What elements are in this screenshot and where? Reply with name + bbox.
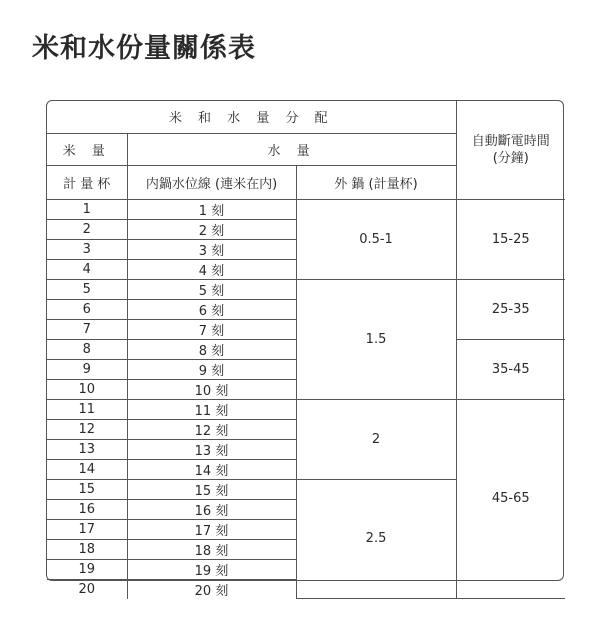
waterline-cell: 18 刻 (127, 539, 296, 559)
waterline-cell: 14 刻 (127, 459, 296, 479)
outer-pot-value: 2.5 (296, 479, 456, 599)
rice-water-table (46, 100, 564, 599)
waterline-cell: 19 刻 (127, 559, 296, 579)
waterline-cell: 3 刻 (127, 239, 296, 259)
waterline-cell: 7 刻 (127, 319, 296, 339)
rice-water-grid (47, 101, 565, 599)
cups-cell: 19 (47, 559, 127, 579)
cups-cell: 16 (47, 499, 127, 519)
page-title: 米和水份量關係表 (32, 33, 256, 64)
outer-pot-value: 0.5-1 (296, 199, 456, 279)
header-allocation: 米 和 水 量 分 配 (47, 101, 456, 133)
cups-cell: 14 (47, 459, 127, 479)
cups-cell: 3 (47, 239, 127, 259)
cups-cell: 8 (47, 339, 127, 359)
waterline-cell: 15 刻 (127, 479, 296, 499)
waterline-cell: 5 刻 (127, 279, 296, 299)
waterline-cell: 8 刻 (127, 339, 296, 359)
time-value: 15-25 (456, 199, 565, 279)
header-water-amount: 水 量 (127, 133, 456, 165)
cups-cell: 10 (47, 379, 127, 399)
waterline-cell: 1 刻 (127, 199, 296, 219)
waterline-cell: 2 刻 (127, 219, 296, 239)
waterline-cell: 13 刻 (127, 439, 296, 459)
cups-cell: 15 (47, 479, 127, 499)
cups-cell: 13 (47, 439, 127, 459)
header-inner-pot-waterline: 内鍋水位線 (連米在内) (127, 165, 296, 199)
header-measuring-cups: 計 量 杯 (47, 165, 127, 199)
time-value: 45-65 (456, 399, 565, 599)
waterline-cell: 10 刻 (127, 379, 296, 399)
cups-cell: 2 (47, 219, 127, 239)
waterline-cell: 20 刻 (127, 579, 296, 599)
time-value: 25-35 (456, 279, 565, 339)
cups-cell: 4 (47, 259, 127, 279)
cups-cell: 5 (47, 279, 127, 299)
header-auto-off-time: 自動斷電時間 (分鐘) (456, 101, 565, 199)
cups-cell: 9 (47, 359, 127, 379)
waterline-cell: 6 刻 (127, 299, 296, 319)
waterline-cell: 16 刻 (127, 499, 296, 519)
cups-cell: 18 (47, 539, 127, 559)
header-rice-amount: 米 量 (47, 133, 127, 165)
cups-cell: 11 (47, 399, 127, 419)
time-value: 35-45 (456, 339, 565, 399)
cups-cell: 12 (47, 419, 127, 439)
waterline-cell: 11 刻 (127, 399, 296, 419)
outer-pot-value: 2 (296, 399, 456, 479)
cups-cell: 1 (47, 199, 127, 219)
waterline-cell: 4 刻 (127, 259, 296, 279)
outer-pot-value: 1.5 (296, 279, 456, 399)
cups-cell: 6 (47, 299, 127, 319)
waterline-cell: 12 刻 (127, 419, 296, 439)
cups-cell: 7 (47, 319, 127, 339)
cups-cell: 17 (47, 519, 127, 539)
waterline-cell: 9 刻 (127, 359, 296, 379)
header-outer-pot: 外 鍋 (計量杯) (296, 165, 456, 199)
waterline-cell: 17 刻 (127, 519, 296, 539)
cups-cell: 20 (47, 579, 127, 599)
